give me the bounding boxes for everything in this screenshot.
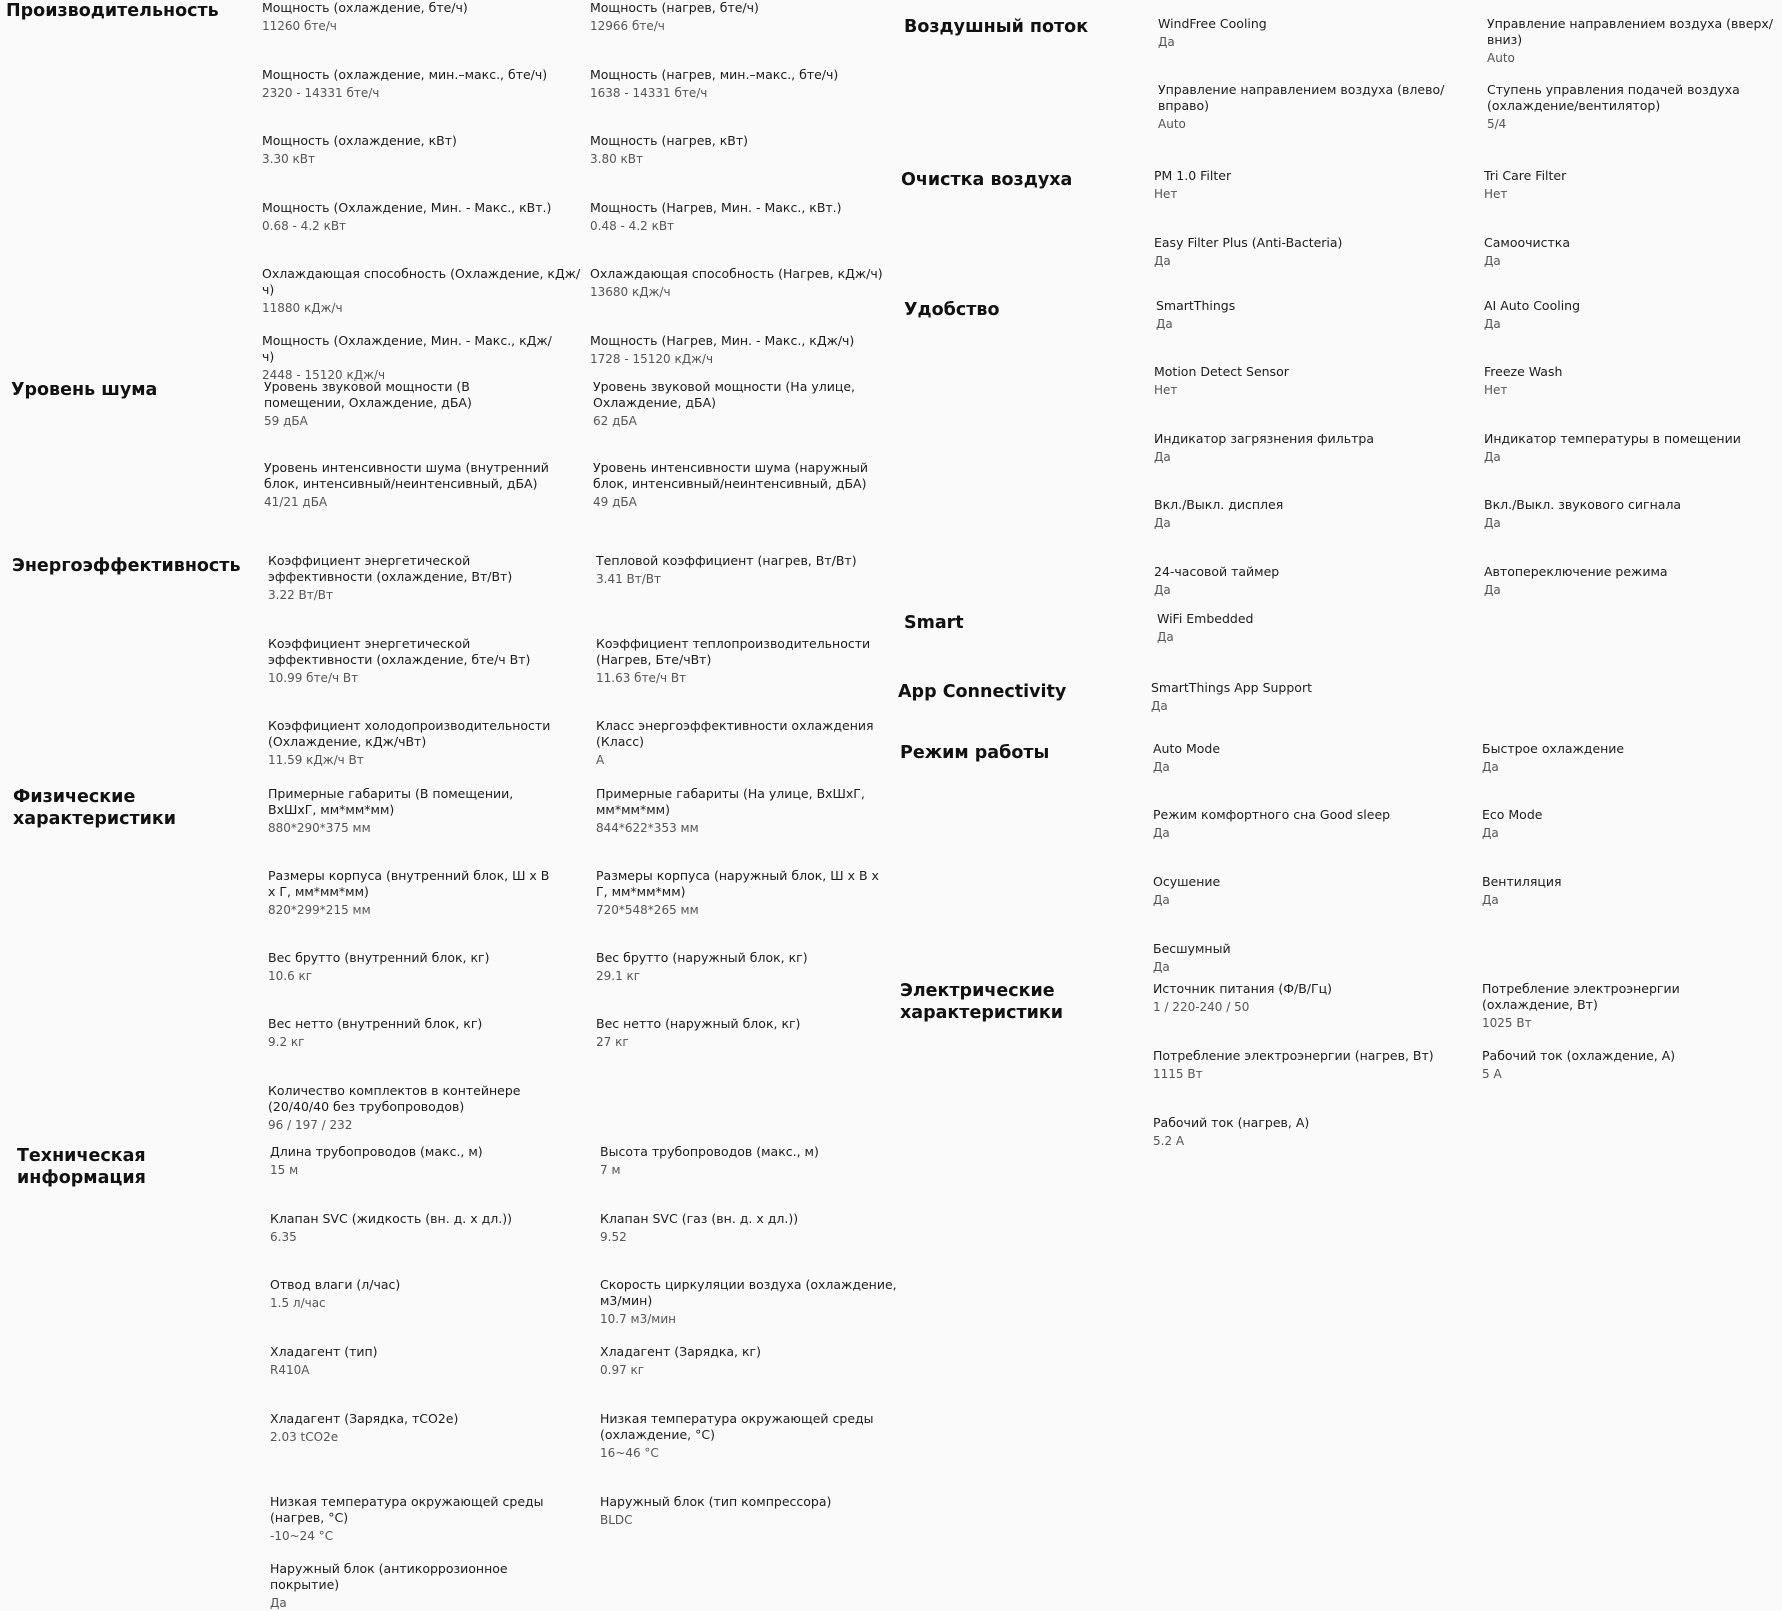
- spec-value: 96 / 197 / 232: [268, 1118, 353, 1132]
- spec-label: Рабочий ток (охлаждение, A): [1482, 1048, 1676, 1063]
- spec-item: [1154, 235, 1454, 269]
- spec-label: Самоочистка: [1484, 235, 1570, 250]
- spec-label: Автопереключение режима: [1484, 564, 1668, 579]
- section-title: Удобство: [904, 300, 1000, 320]
- spec-value: A: [596, 753, 605, 767]
- spec-value: 3.80 кВт: [590, 152, 644, 166]
- spec-value: Да: [1482, 826, 1499, 840]
- spec-value: Да: [1154, 450, 1171, 464]
- spec-label: Auto Mode: [1153, 741, 1221, 756]
- spec-item: [1158, 82, 1468, 132]
- spec-item: [270, 1277, 570, 1311]
- spec-item: [1484, 431, 1774, 465]
- spec-label: Easy Filter Plus (Anti-Bacteria): [1154, 235, 1343, 250]
- spec-item: [270, 1411, 570, 1445]
- spec-value: 2.03 tCO2e: [270, 1430, 339, 1444]
- section-title: Очистка воздуха: [901, 170, 1073, 190]
- spec-item: [270, 1144, 570, 1178]
- spec-value: 11880 кДж/ч: [262, 301, 343, 315]
- spec-item: [596, 718, 896, 768]
- spec-label: Мощность (охлаждение, бте/ч): [262, 0, 468, 15]
- spec-label: Примерные габариты (В помещении, ВхШхГ, мм*мм*мм): [268, 786, 514, 817]
- spec-label: Уровень звуковой мощности (В помещении, Охлаждение, дБА): [264, 379, 472, 410]
- spec-label: Вкл./Выкл. дисплея: [1154, 497, 1284, 512]
- spec-item: [600, 1411, 890, 1461]
- spec-value: BLDC: [600, 1513, 633, 1527]
- spec-item: [1153, 941, 1453, 975]
- spec-item: [1482, 981, 1772, 1031]
- spec-item: [1484, 364, 1774, 398]
- section-title: Воздушный поток: [904, 17, 1089, 37]
- spec-item: [270, 1211, 570, 1245]
- spec-value: Да: [1484, 516, 1501, 530]
- spec-item: [593, 379, 893, 429]
- spec-label: Индикатор температуры в помещении: [1484, 431, 1741, 446]
- spec-item: [1484, 168, 1774, 202]
- spec-label: Клапан SVC (жидкость (вн. д. x дл.)): [270, 1211, 512, 1226]
- spec-label: Мощность (Нагрев, Мин. - Макс., кВт.): [590, 200, 842, 215]
- spec-label: Рабочий ток (нагрев, A): [1153, 1115, 1310, 1130]
- spec-label: Размеры корпуса (внутренний блок, Ш x В x Г, мм*мм*мм): [268, 868, 550, 899]
- spec-value: Нет: [1484, 383, 1508, 397]
- spec-item: [596, 950, 896, 984]
- spec-value: 820*299*215 мм: [268, 903, 371, 917]
- spec-item: [590, 333, 890, 367]
- spec-value: Да: [1156, 317, 1173, 331]
- spec-item: [268, 636, 558, 686]
- spec-label: Уровень интенсивности шума (внутренний блок, интенсивный/неинтенсивный, дБА): [264, 460, 549, 491]
- spec-value: 5/4: [1487, 117, 1507, 131]
- spec-item: [1487, 82, 1777, 132]
- spec-value: 3.22 Вт/Вт: [268, 588, 334, 602]
- spec-label: Высота трубопроводов (макс., м): [600, 1144, 819, 1159]
- spec-value: 1638 - 14331 бте/ч: [590, 86, 708, 100]
- spec-value: 1728 - 15120 кДж/ч: [590, 352, 714, 366]
- spec-label: Вес нетто (наружный блок, кг): [596, 1016, 801, 1031]
- spec-value: Да: [1484, 254, 1501, 268]
- spec-item: [590, 0, 890, 34]
- spec-value: Да: [1482, 893, 1499, 907]
- spec-item: [1151, 680, 1451, 714]
- spec-value: 5.2 A: [1153, 1134, 1185, 1148]
- spec-item: [268, 1083, 578, 1133]
- spec-label: Вес нетто (внутренний блок, кг): [268, 1016, 483, 1031]
- spec-value: Да: [1482, 760, 1499, 774]
- spec-value: 720*548*265 мм: [596, 903, 699, 917]
- spec-item: [1153, 981, 1453, 1015]
- spec-label: SmartThings: [1156, 298, 1236, 313]
- spec-value: 0.68 - 4.2 кВт: [262, 219, 347, 233]
- spec-item: [1484, 564, 1774, 598]
- spec-value: Да: [1151, 699, 1168, 713]
- spec-item: [596, 553, 896, 587]
- spec-item: [264, 379, 534, 429]
- spec-value: 16~46 °C: [600, 1446, 659, 1460]
- spec-label: Бесшумный: [1153, 941, 1231, 956]
- spec-value: 1.5 л/час: [270, 1296, 326, 1310]
- spec-item: [262, 0, 562, 34]
- spec-item: [1482, 874, 1772, 908]
- spec-label: Eco Mode: [1482, 807, 1543, 822]
- spec-item: [1153, 1048, 1453, 1082]
- spec-item: [268, 950, 568, 984]
- spec-item: [270, 1344, 570, 1378]
- spec-item: [596, 786, 906, 836]
- spec-label: Низкая температура окружающей среды (охлаждение, °C): [600, 1411, 874, 1442]
- spec-value: Нет: [1484, 187, 1508, 201]
- spec-item: [1153, 874, 1453, 908]
- spec-label: Вентиляция: [1482, 874, 1562, 889]
- spec-label: Мощность (нагрев, мин.–макс., бте/ч): [590, 67, 839, 82]
- spec-value: 10.6 кг: [268, 969, 313, 983]
- spec-value: Да: [1154, 254, 1171, 268]
- spec-label: Уровень интенсивности шума (наружный блок, интенсивный/неинтенсивный, дБА): [593, 460, 869, 491]
- spec-value: 0.97 кг: [600, 1363, 645, 1377]
- spec-label: Размеры корпуса (наружный блок, Ш x В x Г, мм*мм*мм): [596, 868, 879, 899]
- spec-value: Auto: [1158, 117, 1186, 131]
- section-title: Физические характеристики: [13, 787, 177, 829]
- spec-item: [600, 1211, 900, 1245]
- spec-value: Auto: [1487, 51, 1515, 65]
- spec-label: Низкая температура окружающей среды (нагрев, °C): [270, 1494, 544, 1525]
- spec-label: Хладагент (Зарядка, кг): [600, 1344, 761, 1359]
- spec-value: Да: [1154, 583, 1171, 597]
- spec-item: [268, 718, 558, 768]
- spec-value: 15 м: [270, 1163, 299, 1177]
- spec-label: Ступень управления подачей воздуха (охлаждение/вентилятор): [1487, 82, 1740, 113]
- spec-label: Вес брутто (наружный блок, кг): [596, 950, 808, 965]
- spec-item: [262, 133, 562, 167]
- spec-item: [1153, 807, 1453, 841]
- spec-item: [1484, 235, 1774, 269]
- spec-item: [1154, 431, 1454, 465]
- section-title: Режим работы: [900, 743, 1050, 763]
- spec-value: Да: [1484, 583, 1501, 597]
- spec-value: 12966 бте/ч: [590, 19, 665, 33]
- spec-value: 6.35: [270, 1230, 297, 1244]
- spec-item: [1154, 168, 1454, 202]
- spec-value: 11.59 кДж/ч Вт: [268, 753, 364, 767]
- spec-label: Примерные габариты (На улице, ВхШхГ, мм*мм*мм): [596, 786, 865, 817]
- spec-item: [268, 868, 558, 918]
- spec-label: Мощность (Нагрев, Мин. - Макс., кДж/ч): [590, 333, 855, 348]
- spec-label: Коэффициент энергетической эффективности (охлаждение, бте/ч Вт): [268, 636, 531, 667]
- spec-label: Мощность (Охлаждение, Мин. - Макс., кВт.): [262, 200, 552, 215]
- spec-value: 29.1 кг: [596, 969, 641, 983]
- spec-item: [268, 553, 558, 603]
- spec-item: [262, 67, 562, 101]
- spec-item: [1153, 741, 1453, 775]
- spec-label: Мощность (Охлаждение, Мин. - Макс., кДж/ч): [262, 333, 552, 364]
- spec-label: Класс энергоэффективности охлаждения (Класс): [596, 718, 874, 749]
- spec-label: Вкл./Выкл. звукового сигнала: [1484, 497, 1682, 512]
- spec-value: 2448 - 15120 кДж/ч: [262, 368, 386, 382]
- spec-label: Мощность (нагрев, кВт): [590, 133, 749, 148]
- spec-label: Потребление электроэнергии (нагрев, Вт): [1153, 1048, 1434, 1063]
- spec-item: [590, 200, 890, 234]
- spec-value: 5 A: [1482, 1067, 1502, 1081]
- spec-item: [270, 1561, 570, 1611]
- spec-item: [596, 1016, 896, 1050]
- spec-item: [262, 200, 562, 234]
- spec-label: Охлаждающая способность (Охлаждение, кДж/ч): [262, 266, 581, 297]
- spec-label: Осушение: [1153, 874, 1221, 889]
- spec-value: 9.2 кг: [268, 1035, 305, 1049]
- spec-item: [1154, 497, 1454, 531]
- spec-item: [1482, 741, 1772, 775]
- section-title: Электрические характеристики: [900, 981, 1064, 1023]
- spec-label: Быстрое охлаждение: [1482, 741, 1625, 756]
- spec-label: Motion Detect Sensor: [1154, 364, 1289, 379]
- spec-item: [593, 460, 883, 510]
- spec-label: Скорость циркуляции воздуха (охлаждение, м3/мин): [600, 1277, 897, 1308]
- spec-item: [600, 1344, 900, 1378]
- spec-label: Управление направлением воздуха (вверх/вниз): [1487, 16, 1774, 47]
- spec-value: 13680 кДж/ч: [590, 285, 671, 299]
- spec-label: Отвод влаги (л/час): [270, 1277, 401, 1292]
- spec-value: Да: [1154, 516, 1171, 530]
- spec-item: [1156, 298, 1456, 332]
- spec-value: 62 дБА: [593, 414, 637, 428]
- spec-value: 1 / 220-240 / 50: [1153, 1000, 1250, 1014]
- spec-label: Tri Care Filter: [1484, 168, 1567, 183]
- spec-label: PM 1.0 Filter: [1154, 168, 1232, 183]
- spec-label: Режим комфортного сна Good sleep: [1153, 807, 1391, 822]
- spec-label: Количество комплектов в контейнере (20/40/40 без трубопроводов): [268, 1083, 521, 1114]
- spec-item: [262, 333, 562, 383]
- spec-value: Да: [1153, 760, 1170, 774]
- spec-label: Коэффициент энергетической эффективности (охлаждение, Вт/Вт): [268, 553, 513, 584]
- spec-label: 24-часовой таймер: [1154, 564, 1280, 579]
- spec-item: [262, 266, 582, 316]
- spec-value: 10.7 м3/мин: [600, 1312, 676, 1326]
- spec-item: [1153, 1115, 1453, 1149]
- spec-value: 27 кг: [596, 1035, 629, 1049]
- spec-value: 41/21 дБА: [264, 495, 328, 509]
- spec-value: 844*622*353 мм: [596, 821, 699, 835]
- spec-value: R410A: [270, 1363, 310, 1377]
- spec-value: Да: [1158, 35, 1175, 49]
- spec-item: [1154, 564, 1454, 598]
- spec-value: 9.52: [600, 1230, 627, 1244]
- spec-label: Индикатор загрязнения фильтра: [1154, 431, 1375, 446]
- spec-value: Нет: [1154, 383, 1178, 397]
- spec-value: 11.63 бте/ч Вт: [596, 671, 687, 685]
- spec-label: Мощность (охлаждение, кВт): [262, 133, 457, 148]
- spec-item: [268, 786, 558, 836]
- section-title: App Connectivity: [898, 682, 1067, 702]
- spec-label: WiFi Embedded: [1157, 611, 1254, 626]
- spec-value: Да: [1153, 893, 1170, 907]
- spec-item: [1154, 364, 1454, 398]
- section-title: Производительность: [6, 1, 219, 21]
- section-title: Smart: [904, 613, 964, 633]
- spec-label: Вес брутто (внутренний блок, кг): [268, 950, 490, 965]
- spec-value: 880*290*375 мм: [268, 821, 371, 835]
- spec-label: Хладагент (Зарядка, тCO2е): [270, 1411, 459, 1426]
- spec-label: Наружный блок (тип компрессора): [600, 1494, 832, 1509]
- spec-value: Да: [270, 1596, 287, 1610]
- spec-label: Наружный блок (антикоррозионное покрытие): [270, 1561, 508, 1592]
- spec-label: Коэффициент холодопроизводительности (Охлаждение, кДж/чВт): [268, 718, 551, 749]
- spec-label: Мощность (нагрев, бте/ч): [590, 0, 759, 15]
- spec-label: Тепловой коэффициент (нагрев, Вт/Вт): [596, 553, 857, 568]
- spec-label: Клапан SVC (газ (вн. д. x дл.)): [600, 1211, 799, 1226]
- spec-label: AI Auto Cooling: [1484, 298, 1581, 313]
- spec-label: Freeze Wash: [1484, 364, 1563, 379]
- spec-value: Нет: [1154, 187, 1178, 201]
- spec-item: [1487, 16, 1777, 66]
- spec-item: [1158, 16, 1458, 50]
- spec-label: WindFree Cooling: [1158, 16, 1267, 31]
- spec-label: Уровень звуковой мощности (На улице, Охлаждение, дБА): [593, 379, 856, 410]
- spec-item: [590, 266, 910, 300]
- spec-value: Да: [1153, 826, 1170, 840]
- spec-label: Длина трубопроводов (макс., м): [270, 1144, 483, 1159]
- spec-value: 59 дБА: [264, 414, 308, 428]
- spec-item: [600, 1144, 900, 1178]
- spec-value: 11260 бте/ч: [262, 19, 337, 33]
- spec-item: [1157, 611, 1457, 645]
- spec-item: [600, 1277, 910, 1327]
- section-title: Уровень шума: [11, 380, 158, 400]
- spec-item: [268, 1016, 568, 1050]
- spec-value: 3.30 кВт: [262, 152, 316, 166]
- spec-value: Да: [1484, 450, 1501, 464]
- spec-value: 1025 Вт: [1482, 1016, 1532, 1030]
- spec-value: 3.41 Вт/Вт: [596, 572, 662, 586]
- spec-value: 7 м: [600, 1163, 621, 1177]
- spec-item: [1484, 497, 1774, 531]
- spec-label: SmartThings App Support: [1151, 680, 1312, 695]
- spec-label: Хладагент (тип): [270, 1344, 378, 1359]
- spec-item: [1482, 1048, 1772, 1082]
- spec-item: [590, 133, 890, 167]
- spec-value: 0.48 - 4.2 кВт: [590, 219, 675, 233]
- spec-label: Охлаждающая способность (Нагрев, кДж/ч): [590, 266, 883, 281]
- section-title: Энергоэффективность: [12, 556, 241, 576]
- spec-label: Потребление электроэнергии (охлаждение, Вт): [1482, 981, 1680, 1012]
- spec-value: 1115 Вт: [1153, 1067, 1203, 1081]
- spec-item: [600, 1494, 900, 1528]
- spec-label: Мощность (охлаждение, мин.–макс., бте/ч): [262, 67, 548, 82]
- spec-label: Коэффициент теплопроизводительности (Нагрев, Бте/чВт): [596, 636, 871, 667]
- spec-item: [1484, 298, 1774, 332]
- spec-value: Да: [1484, 317, 1501, 331]
- spec-item: [596, 868, 886, 918]
- spec-item: [264, 460, 554, 510]
- spec-label: Источник питания (Ф/В/Гц): [1153, 981, 1333, 996]
- section-title: Техническая информация: [17, 1146, 146, 1188]
- spec-item: [1482, 807, 1772, 841]
- spec-item: [590, 67, 890, 101]
- spec-value: Да: [1153, 960, 1170, 974]
- spec-item: [596, 636, 886, 686]
- spec-value: 10.99 бте/ч Вт: [268, 671, 359, 685]
- spec-value: 49 дБА: [593, 495, 637, 509]
- spec-value: 2320 - 14331 бте/ч: [262, 86, 380, 100]
- spec-value: Да: [1157, 630, 1174, 644]
- spec-label: Управление направлением воздуха (влево/вправо): [1158, 82, 1445, 113]
- spec-item: [270, 1494, 580, 1544]
- spec-value: -10~24 °C: [270, 1529, 334, 1543]
